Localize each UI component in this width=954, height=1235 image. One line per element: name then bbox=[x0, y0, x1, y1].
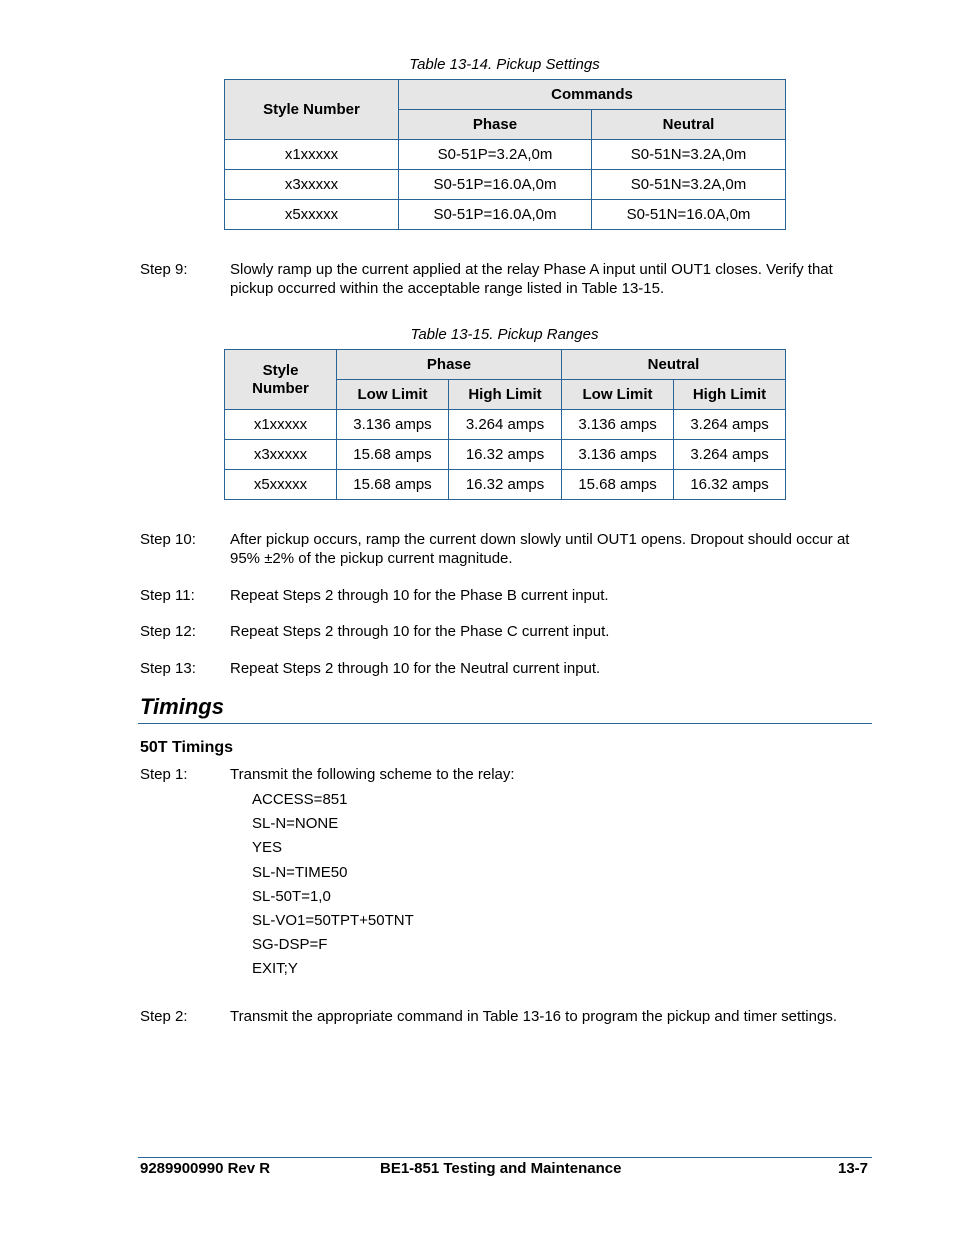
pickup-ranges-table bbox=[224, 349, 786, 500]
step-1 bbox=[140, 765, 880, 784]
footer-divider bbox=[138, 1157, 872, 1158]
step-number: Step 2: bbox=[140, 1008, 188, 1025]
step-text: Repeat Steps 2 through 10 for the Phase C current input. bbox=[230, 623, 610, 640]
section-heading: Timings bbox=[140, 694, 224, 719]
phase-cell: S0-51P=16.0A,0m bbox=[399, 170, 592, 200]
phase-header: Phase bbox=[337, 350, 562, 380]
scheme-line: SL-N=NONE bbox=[252, 815, 339, 833]
neutral-cell: S0-51N=3.2A,0m bbox=[592, 170, 786, 200]
step-10 bbox=[140, 530, 880, 568]
table-row bbox=[225, 440, 786, 470]
style-cell: x5xxxxx bbox=[225, 470, 337, 500]
style-cell: x5xxxxx bbox=[225, 200, 399, 230]
neutral-high-cell: 3.264 amps bbox=[674, 440, 786, 470]
footer-page-number: 13-7 bbox=[838, 1160, 869, 1177]
step-13 bbox=[140, 659, 880, 678]
phase-low-cell: 15.68 amps bbox=[337, 440, 449, 470]
style-cell: x1xxxxx bbox=[225, 140, 399, 170]
step-2 bbox=[140, 1007, 880, 1026]
scheme-commands bbox=[252, 788, 414, 982]
footer-title: BE1-851 Testing and Maintenance bbox=[380, 1160, 622, 1177]
commands-header: Commands bbox=[399, 80, 786, 110]
table-caption-pickup-ranges: Table 13-15. Pickup Ranges bbox=[410, 326, 599, 343]
heading-divider bbox=[138, 723, 872, 724]
table-row bbox=[225, 170, 786, 200]
step-text: Transmit the appropriate command in Table 13-16 to program the pickup and timer settings. bbox=[230, 1008, 837, 1025]
table-row bbox=[225, 410, 786, 440]
phase-high-cell: 3.264 amps bbox=[449, 410, 562, 440]
step-9 bbox=[140, 260, 880, 298]
step-text: After pickup occurs, ramp the current down slowly until OUT1 opens. Dropout should occur at 95% ±2% of the pickup current magnitude. bbox=[230, 531, 850, 567]
step-number: Step 9: bbox=[140, 261, 188, 278]
neutral-header: Neutral bbox=[562, 350, 786, 380]
step-11 bbox=[140, 586, 880, 605]
phase-cell: S0-51P=16.0A,0m bbox=[399, 200, 592, 230]
scheme-line: SL-VO1=50TPT+50TNT bbox=[252, 912, 414, 930]
step-number: Step 1: bbox=[140, 766, 188, 783]
neutral-low-cell: 3.136 amps bbox=[562, 410, 674, 440]
phase-low-cell: 3.136 amps bbox=[337, 410, 449, 440]
phase-cell: S0-51P=3.2A,0m bbox=[399, 140, 592, 170]
neutral-high-limit-header: High Limit bbox=[674, 380, 786, 410]
neutral-low-cell: 15.68 amps bbox=[562, 470, 674, 500]
style-cell: x3xxxxx bbox=[225, 170, 399, 200]
style-cell: x3xxxxx bbox=[225, 440, 337, 470]
neutral-cell: S0-51N=16.0A,0m bbox=[592, 200, 786, 230]
neutral-high-cell: 16.32 amps bbox=[674, 470, 786, 500]
style-number-header: Style Number bbox=[225, 80, 399, 140]
step-number: Step 10: bbox=[140, 531, 196, 548]
step-text: Repeat Steps 2 through 10 for the Neutral current input. bbox=[230, 660, 601, 677]
step-text: Slowly ramp up the current applied at the relay Phase A input until OUT1 closes. Verify that pickup occurred within the acceptable range listed in Table 13-15. bbox=[230, 261, 833, 297]
neutral-low-limit-header: Low Limit bbox=[562, 380, 674, 410]
table-row bbox=[225, 140, 786, 170]
phase-low-cell: 15.68 amps bbox=[337, 470, 449, 500]
footer-document-number: 9289900990 Rev R bbox=[140, 1160, 271, 1177]
neutral-header: Neutral bbox=[592, 110, 786, 140]
phase-high-cell: 16.32 amps bbox=[449, 440, 562, 470]
scheme-line: SL-N=TIME50 bbox=[252, 863, 348, 881]
neutral-low-cell: 3.136 amps bbox=[562, 440, 674, 470]
subsection-heading: 50T Timings bbox=[140, 739, 234, 756]
phase-high-limit-header: High Limit bbox=[449, 380, 562, 410]
phase-low-limit-header: Low Limit bbox=[337, 380, 449, 410]
scheme-line: SL-50T=1,0 bbox=[252, 887, 331, 905]
scheme-line: ACCESS=851 bbox=[252, 791, 348, 808]
table-row bbox=[225, 470, 786, 500]
step-number: Step 11: bbox=[140, 587, 195, 604]
style-cell: x1xxxxx bbox=[225, 410, 337, 440]
pickup-settings-table bbox=[224, 79, 786, 230]
neutral-high-cell: 3.264 amps bbox=[674, 410, 786, 440]
scheme-line: YES bbox=[252, 839, 283, 857]
scheme-line: SG-DSP=F bbox=[252, 936, 328, 954]
table-row bbox=[225, 200, 786, 230]
step-text: Repeat Steps 2 through 10 for the Phase B current input. bbox=[230, 587, 609, 604]
style-number-header: Style Number bbox=[225, 350, 337, 410]
step-text: Transmit the following scheme to the relay: bbox=[230, 766, 515, 783]
phase-header: Phase bbox=[399, 110, 592, 140]
step-12 bbox=[140, 622, 880, 641]
scheme-line: EXIT;Y bbox=[252, 960, 298, 978]
table-caption-pickup-settings: Table 13-14. Pickup Settings bbox=[409, 56, 600, 73]
step-number: Step 12: bbox=[140, 623, 196, 640]
neutral-cell: S0-51N=3.2A,0m bbox=[592, 140, 786, 170]
step-number: Step 13: bbox=[140, 660, 196, 677]
phase-high-cell: 16.32 amps bbox=[449, 470, 562, 500]
